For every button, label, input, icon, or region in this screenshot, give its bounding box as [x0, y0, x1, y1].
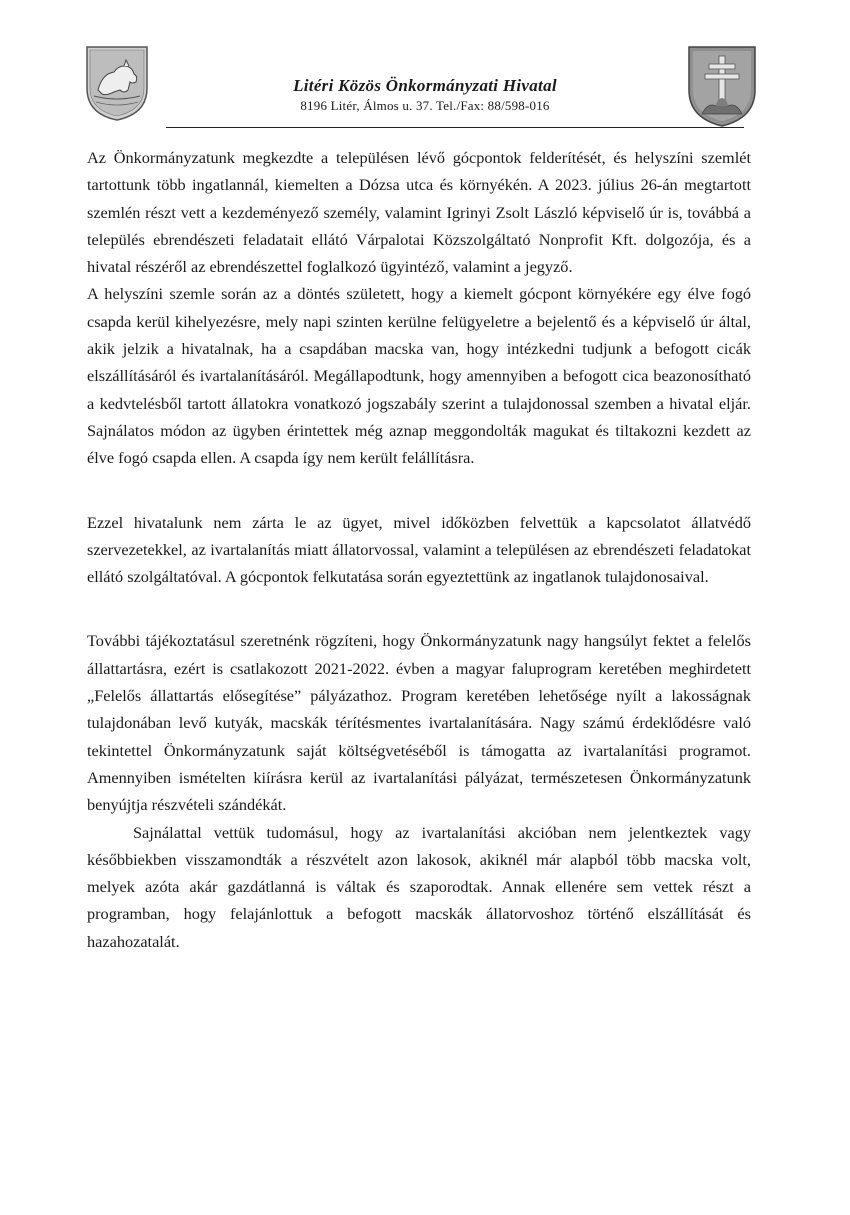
office-address: 8196 Litér, Álmos u. 37. Tel./Fax: 88/598-016: [300, 98, 550, 113]
letterhead: [0, 0, 850, 130]
paragraph-spacer: [87, 472, 751, 509]
paragraph-spacer: [87, 590, 751, 627]
national-coat-of-arms-icon: [686, 44, 758, 128]
paragraph-follow-up: Ezzel hivatalunk nem zárta le az ügyet, mivel időközben felvettük a kapcsolatot állatvédő szervezetekkel, az ivartalanítás miatt állatorvossal, valamint a településen az ebrendészeti feladatokat ellátó szolgáltatóval. A gócpontok felkutatása során egyeztettünk az ingatlanok tulajdonosaival.: [87, 512, 751, 587]
paragraph-trap-decision: A helyszíni szemle során az a döntés született, hogy a kiemelt gócpont környékére egy élve fogó csapda kerül kihelyezésre, mely napi szinten kerülne felügyeletre a bejelentő és a képviselő úr által, akik jelzik a hivatalnak, ha a csapdában macska van, hogy intézkedni tudjunk a befogott cicák elszállításáról és ivartalanításáról. Megállapodtunk, hogy amennyiben a befogott cica beazonosítható a kedvtelésből tartott állatokra vonatkozó jogszabály szerint a tulajdonossal szemben a hivatal eljár. Sajnálatos módon az ügyben érintettek még aznap meggondolták magukat és tiltakozni kezdett az élve fogó csapda ellen. A csapda így nem került felállításra.: [87, 284, 751, 468]
office-name: Litéri Közös Önkormányzati Hivatal: [293, 76, 557, 95]
letter-body: [87, 144, 751, 955]
paragraph-site-inspection: Az Önkormányzatunk megkezdte a településen lévő gócpontok felderítését, és helyszíni szemlét tartottunk több ingatlannál, kiemelten a Dózsa utca és környékén. A 2023. július 26-án megtartott szemlén részt vett a kezdeményező személy, valamint Igrinyi Zsolt László képviselő úr is, továbbá a település ebrendészeti feladatait ellátó Várpalotai Közszolgáltató Nonprofit Kft. dolgozója, és a hivatal részéről az ebrendészettel foglalkozó ügyintéző, valamint a jegyző.: [87, 148, 751, 277]
paragraph-neutering-campaign: Sajnálattal vettük tudomásul, hogy az ivartalanítási akcióban nem jelentkeztek vagy későbbiekben visszamondták a részvételt azon lakosok, akiknél már alapból több macska volt, melyek azóta akár gazdátlanná is váltak és szaporodtak. Annak ellenére sem vettek részt a programban, hogy felajánlottuk a befogott macskák állatorvoshoz történő elszállítását és hazahozatalát.: [87, 822, 751, 951]
paragraph-responsible-pet-keeping: További tájékoztatásul szeretnénk rögzíteni, hogy Önkormányzatunk nagy hangsúlyt fektet a felelős állattartásra, ezért is csatlakozott 2021-2022. évben a magyar faluprogram keretében meghirdetett „Felelős állattartás elősegítése” pályázathoz. Program keretében lehetősége nyílt a lakosságnak tulajdonában levő kutyák, macskák térítésmentes ivartalanítására. Nagy számú érdeklődésre való tekintettel Önkormányzatunk saját költségvetéséből is támogatta az ivartalanítási programot. Amennyiben ismételten kiírásra kerül az ivartalanítási pályázat, természetesen Önkormányzatunk benyújtja részvételi szándékát.: [87, 631, 751, 815]
header-divider: [166, 127, 744, 128]
